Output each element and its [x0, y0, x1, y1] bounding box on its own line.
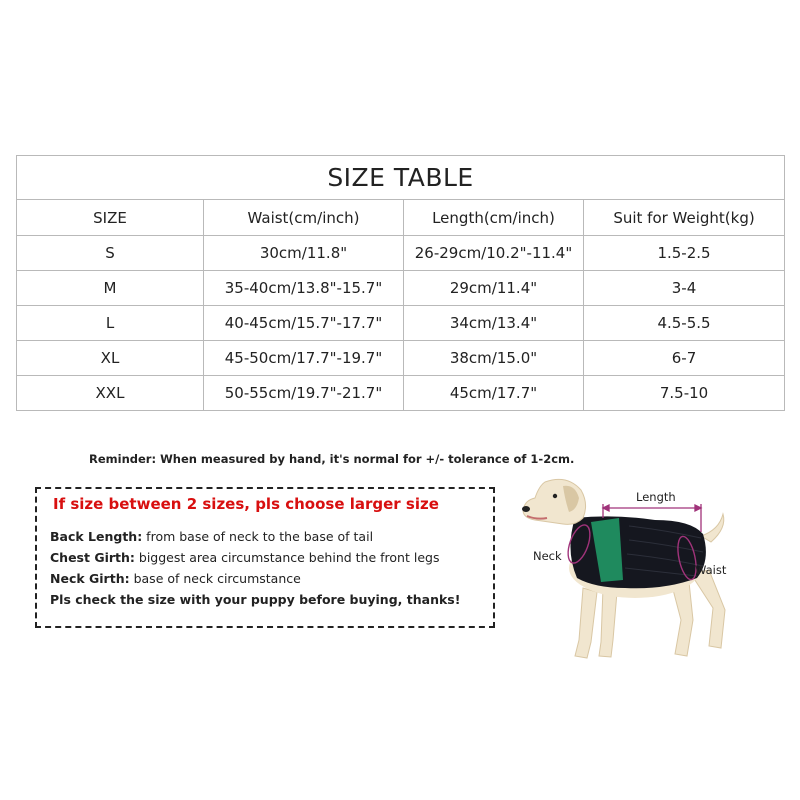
length-cell: 34cm/13.4" [404, 306, 584, 341]
back-length-note [50, 529, 373, 544]
size-cell: S [17, 236, 204, 271]
waist-label: Waist [695, 563, 727, 577]
check-size-note: Pls check the size with your puppy before buying, thanks! [50, 592, 461, 607]
table-row [17, 236, 785, 271]
column-header-waist: Waist(cm/inch) [204, 200, 404, 236]
neck-girth-description: base of neck circumstance [129, 571, 301, 586]
dog-measurement-figure [505, 470, 745, 670]
weight-cell: 3-4 [584, 271, 785, 306]
weight-cell: 1.5-2.5 [584, 236, 785, 271]
table-header-row [17, 200, 785, 236]
waist-cell: 30cm/11.8" [204, 236, 404, 271]
weight-cell: 7.5-10 [584, 376, 785, 411]
chest-girth-description: biggest area circumstance behind the front legs [134, 550, 440, 565]
chest-girth-note [50, 550, 439, 565]
size-table-title: SIZE TABLE [17, 156, 785, 200]
column-header-size: SIZE [17, 200, 204, 236]
sizing-notes-box [35, 487, 495, 628]
back-length-term: Back Length: [50, 529, 143, 544]
neck-label: Neck [533, 549, 562, 563]
size-cell: M [17, 271, 204, 306]
table-row [17, 306, 785, 341]
column-header-length: Length(cm/inch) [404, 200, 584, 236]
table-row [17, 271, 785, 306]
length-cell: 38cm/15.0" [404, 341, 584, 376]
size-advice-headline: If size between 2 sizes, pls choose larger size [53, 495, 439, 513]
table-row [17, 341, 785, 376]
chest-girth-term: Chest Girth: [50, 550, 135, 565]
waist-cell: 45-50cm/17.7"-19.7" [204, 341, 404, 376]
waist-cell: 35-40cm/13.8"-15.7" [204, 271, 404, 306]
length-label: Length [636, 490, 676, 504]
weight-cell: 6-7 [584, 341, 785, 376]
tolerance-reminder: Reminder: When measured by hand, it's normal for +/- tolerance of 1-2cm. [89, 452, 575, 466]
table-row [17, 376, 785, 411]
size-table [16, 155, 785, 411]
length-cell: 26-29cm/10.2"-11.4" [404, 236, 584, 271]
waist-cell: 40-45cm/15.7"-17.7" [204, 306, 404, 341]
size-cell: L [17, 306, 204, 341]
neck-girth-term: Neck Girth: [50, 571, 130, 586]
length-cell: 45cm/17.7" [404, 376, 584, 411]
neck-girth-note [50, 571, 301, 586]
weight-cell: 4.5-5.5 [584, 306, 785, 341]
size-cell: XL [17, 341, 204, 376]
back-length-description: from base of neck to the base of tail [142, 529, 374, 544]
size-cell: XXL [17, 376, 204, 411]
waist-cell: 50-55cm/19.7"-21.7" [204, 376, 404, 411]
column-header-weight: Suit for Weight(kg) [584, 200, 785, 236]
length-cell: 29cm/11.4" [404, 271, 584, 306]
